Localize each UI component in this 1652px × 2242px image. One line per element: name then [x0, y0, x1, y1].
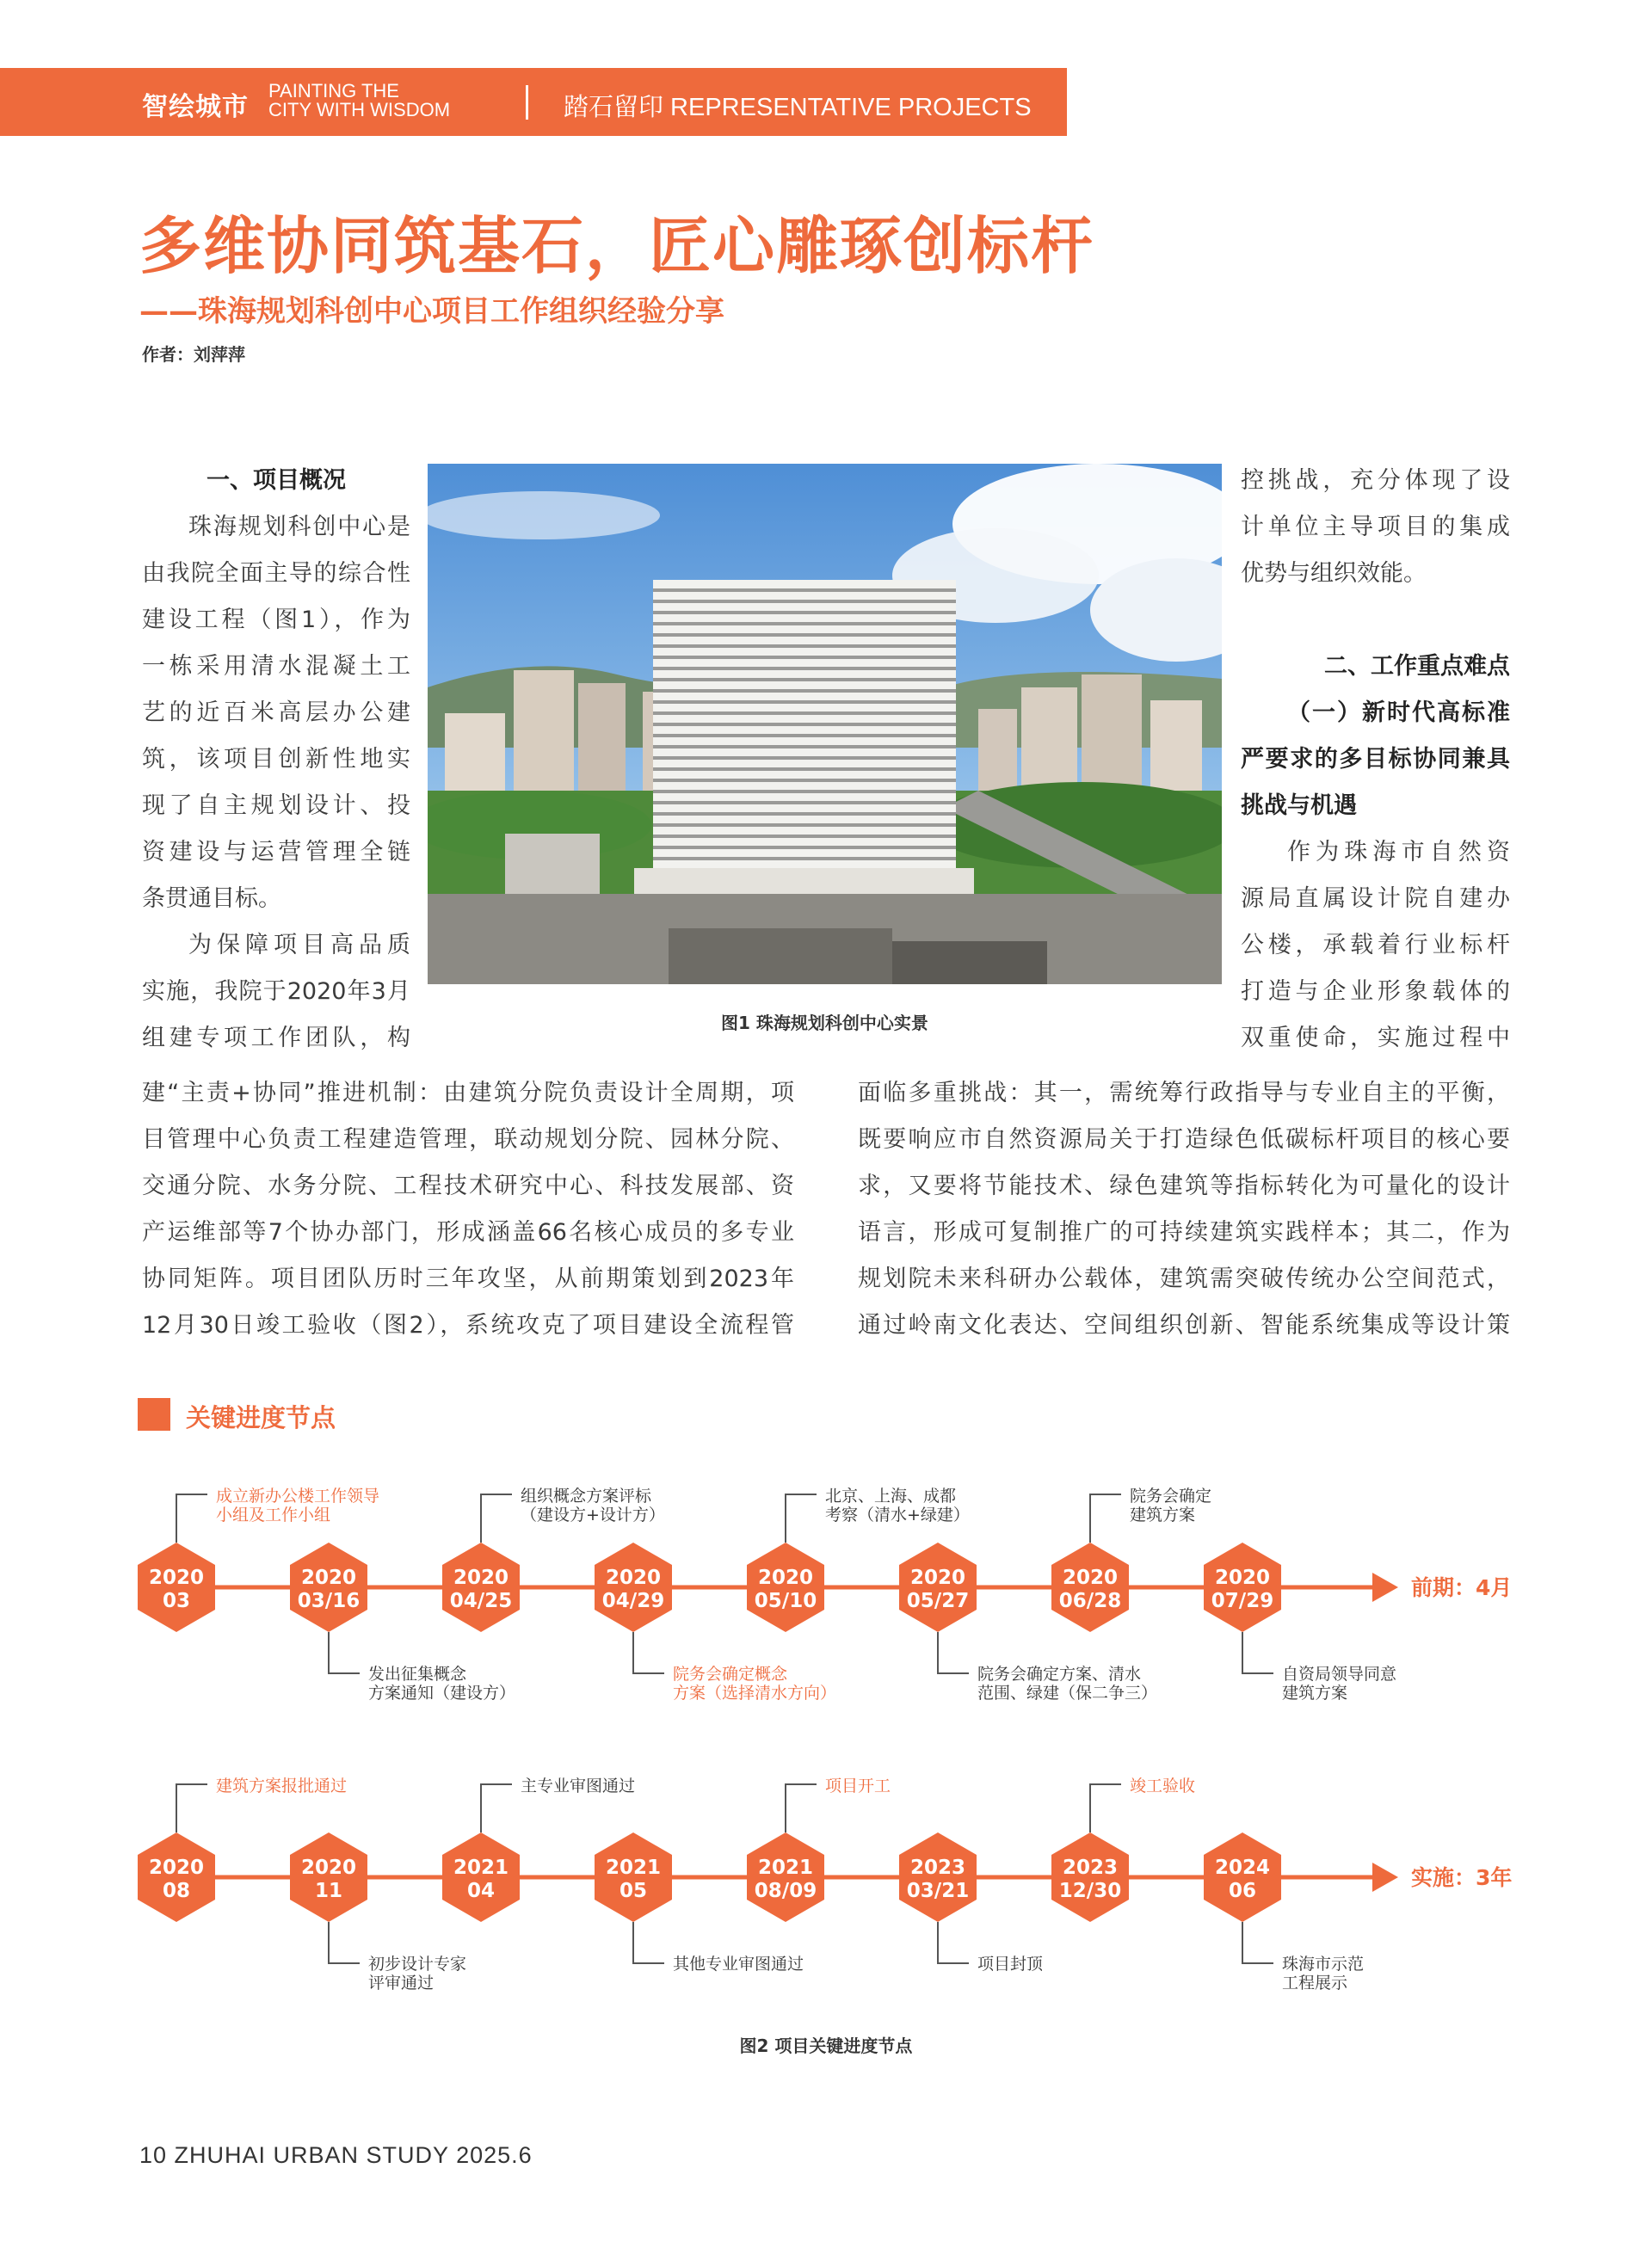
timeline-node-year: 2021: [757, 1857, 814, 1879]
timeline-node-year: 2020: [148, 1567, 205, 1589]
event-connector: [481, 1494, 512, 1543]
text-line: 为保障项目高品质: [188, 932, 410, 958]
facade-band: [653, 734, 956, 737]
text-line: 产运维部等7个协办部门，形成涵盖66名核心成员的多专业: [142, 1219, 794, 1246]
article-subtitle: ——珠海规划科创中心项目工作组织经验分享: [139, 294, 724, 329]
timeline-node-year: 2020: [453, 1567, 509, 1589]
column-right-lower: [858, 1070, 1510, 1349]
event-connector: [1242, 1922, 1273, 1963]
timeline-node-year: 2024: [1214, 1857, 1271, 1879]
event-label: 初步设计专家: [368, 1955, 467, 1974]
text-line: 既要响应市自然资源局关于打造绿色低碳标杆项目的核心要: [858, 1126, 1510, 1153]
event-label: 自资局领导同意: [1282, 1665, 1397, 1684]
subheading-line: （一）新时代高标准: [1287, 699, 1510, 726]
event-connector: [1090, 1784, 1121, 1832]
timeline-node-date: 04/29: [601, 1590, 665, 1612]
facade-band: [653, 700, 956, 704]
text-line: 一栋采用清水混凝土工: [142, 653, 410, 680]
timeline-node-date: 05: [619, 1880, 648, 1902]
event-label: 珠海市示范: [1282, 1955, 1365, 1974]
article-author: 作者：刘萍萍: [142, 344, 245, 365]
facade-band: [653, 790, 956, 793]
text-line: 建设工程（图1），作为: [142, 607, 410, 633]
facade-band: [653, 633, 956, 637]
timeline-heading-marker: [138, 1398, 170, 1431]
timeline-arrow: [1372, 1863, 1398, 1892]
section-subtitle-line2: CITY WITH WISDOM: [268, 99, 451, 120]
event-label: 建筑方案报批通过: [216, 1777, 348, 1795]
text-line: 目管理中心负责工程建造管理，联动规划分院、园林分院、: [142, 1126, 794, 1153]
timeline-node-date: 11: [314, 1880, 343, 1902]
text-line: 组建专项工作团队，构: [142, 1025, 410, 1051]
facade-band: [653, 622, 956, 625]
text-line: 由我院全面主导的综合性: [142, 560, 410, 587]
facade-band: [653, 745, 956, 748]
timeline-node-date: 08/09: [754, 1880, 817, 1902]
event-label: 竣工验收: [1130, 1777, 1196, 1795]
timeline-node-year: 2023: [1062, 1857, 1119, 1879]
event-connector: [786, 1784, 817, 1832]
text-line: 源局直属设计院自建办: [1241, 885, 1510, 912]
section-subtitle-line1: PAINTING THE: [268, 80, 399, 102]
text-line: 现了自主规划设计、投: [142, 792, 410, 819]
event-label: 考察（清水+绿建）: [825, 1506, 970, 1524]
event-label: 方案通知（建设方）: [368, 1684, 516, 1703]
figure2-caption: 图2 项目关键进度节点: [739, 2036, 913, 2056]
event-label: 小组及工作小组: [216, 1506, 331, 1524]
facade-band: [653, 711, 956, 715]
event-connector: [938, 1632, 969, 1673]
text-line: 作为珠海市自然资: [1287, 839, 1510, 865]
facade-band: [653, 678, 956, 681]
facade-band: [653, 779, 956, 782]
event-connector: [176, 1494, 207, 1543]
timeline-node-year: 2021: [453, 1857, 509, 1879]
text-line: 公楼，承载着行业标杆: [1241, 932, 1510, 958]
timeline-node-date: 06: [1228, 1880, 1257, 1902]
subheading-line: 挑战与机遇: [1241, 792, 1357, 819]
timeline-node-year: 2021: [605, 1857, 662, 1879]
article-title: 多维协同筑基石，匠心雕琢创标杆: [139, 210, 1095, 282]
subheading-line: 严要求的多目标协同兼具: [1241, 746, 1510, 773]
timeline-phase-label: 实施：3年: [1411, 1865, 1513, 1890]
event-label: 工程展示: [1282, 1974, 1348, 1993]
timeline-node-year: 2020: [909, 1567, 966, 1589]
event-label: 范围、绿建（保二争三）: [977, 1684, 1158, 1703]
event-label: 方案（选择清水方向）: [673, 1684, 837, 1703]
facade-band: [653, 756, 956, 760]
event-label: 项目开工: [825, 1777, 891, 1795]
text-line: 实施，我院于2020年3月: [142, 978, 410, 1005]
facade-band: [653, 588, 956, 592]
text-line: 12月30日竣工验收（图2），系统攻克了项目建设全流程管: [142, 1312, 794, 1339]
column-1-lower: [142, 1070, 794, 1349]
facade-band: [653, 846, 956, 849]
event-label: 项目封顶: [977, 1955, 1044, 1974]
text-line: 控挑战，充分体现了设: [1241, 467, 1510, 494]
event-label: 主专业审图通过: [521, 1777, 636, 1795]
event-connector: [1242, 1632, 1273, 1673]
facade-band: [653, 689, 956, 693]
text-line: 条贯通目标。: [142, 885, 281, 912]
text-line: 建“主责+协同”推进机制：由建筑分院负责设计全周期，项: [142, 1080, 794, 1106]
facade-band: [653, 857, 956, 860]
timeline-diagram: [0, 1445, 1652, 2013]
event-connector: [1090, 1494, 1121, 1543]
text-line: 优势与组织效能。: [1241, 560, 1427, 587]
facade-band: [653, 823, 956, 827]
event-label: 评审通过: [368, 1974, 435, 1993]
text-line: 资建设与运营管理全链: [142, 839, 410, 865]
event-connector: [786, 1494, 817, 1543]
event-label: 院务会确定概念: [673, 1665, 788, 1684]
event-label: 北京、上海、成都: [825, 1487, 957, 1506]
page-footer: 10 ZHUHAI URBAN STUDY 2025.6: [139, 2142, 533, 2168]
timeline-node-year: 2020: [300, 1567, 357, 1589]
event-label: （建设方+设计方）: [521, 1506, 665, 1524]
event-label: 建筑方案: [1282, 1684, 1348, 1703]
event-connector: [329, 1922, 360, 1963]
event-connector: [481, 1784, 512, 1832]
heading-key-difficulties: 二、工作重点难点: [1324, 653, 1510, 680]
facade-band: [653, 644, 956, 648]
facade-band: [653, 767, 956, 771]
facade-band: [653, 801, 956, 804]
timeline-node-date: 03: [162, 1590, 191, 1612]
timeline-node-date: 12/30: [1058, 1880, 1122, 1902]
text-line: 珠海规划科创中心是: [188, 514, 410, 540]
timeline-node-date: 04/25: [449, 1590, 513, 1612]
text-line: 面临多重挑战：其一，需统筹行政指导与专业自主的平衡，: [858, 1080, 1510, 1106]
timeline-node-year: 2020: [300, 1857, 357, 1879]
text-line: 计单位主导项目的集成: [1241, 514, 1510, 540]
timeline-node-date: 06/28: [1058, 1590, 1122, 1612]
text-line: 通过岭南文化表达、空间组织创新、智能系统集成等设计策: [858, 1312, 1510, 1339]
event-label: 院务会确定: [1130, 1487, 1212, 1506]
heading-project-overview: 一、项目概况: [206, 467, 346, 494]
text-line: 艺的近百米高层办公建: [142, 699, 410, 726]
section-title: 智绘城市: [142, 92, 249, 122]
timeline-node-year: 2020: [148, 1857, 205, 1879]
facade-band: [653, 667, 956, 670]
timeline-node-year: 2020: [605, 1567, 662, 1589]
timeline-node-date: 05/27: [906, 1590, 970, 1612]
event-connector: [176, 1784, 207, 1832]
timeline-node-date: 05/10: [754, 1590, 817, 1612]
event-connector: [633, 1632, 664, 1673]
event-connector: [633, 1922, 664, 1963]
event-connector: [329, 1632, 360, 1673]
facade-band: [653, 656, 956, 659]
event-label: 发出征集概念: [368, 1665, 467, 1684]
timeline-node-date: 08: [162, 1880, 191, 1902]
event-connector: [938, 1922, 969, 1963]
column-title: 踏石留印 REPRESENTATIVE PROJECTS: [564, 94, 1032, 121]
text-line: 筑，该项目创新性地实: [142, 746, 410, 773]
facade-band: [653, 723, 956, 726]
timeline-node-date: 03/21: [906, 1880, 970, 1902]
text-line: 规划院未来科研办公载体，建筑需突破传统办公空间范式，: [858, 1266, 1510, 1292]
timeline-node-date: 04: [466, 1880, 496, 1902]
event-label: 其他专业审图通过: [673, 1955, 804, 1974]
text-line: 打造与企业形象载体的: [1241, 978, 1510, 1005]
header-band: [0, 68, 1067, 136]
facade-band: [653, 835, 956, 838]
event-label: 成立新办公楼工作领导: [216, 1487, 380, 1506]
text-line: 协同矩阵。项目团队历时三年攻坚，从前期策划到2023年: [142, 1266, 794, 1292]
building-photo: [428, 464, 1222, 984]
timeline-node-date: 03/16: [297, 1590, 361, 1612]
timeline-node-date: 07/29: [1211, 1590, 1274, 1612]
timeline-node-year: 2023: [909, 1857, 966, 1879]
section-subtitle: [268, 82, 450, 120]
text-line: 双重使命，实施过程中: [1241, 1025, 1510, 1051]
timeline-node-year: 2020: [757, 1567, 814, 1589]
column-1: [142, 458, 410, 1062]
text-line: 语言，形成可复制推广的可持续建筑实践样本；其二，作为: [858, 1219, 1510, 1246]
event-label: 组织概念方案评标: [521, 1487, 652, 1506]
facade-band: [653, 611, 956, 614]
event-label: 建筑方案: [1130, 1506, 1196, 1524]
figure1-caption: 图1 珠海规划科创中心实景: [721, 1013, 928, 1033]
timeline-node-year: 2020: [1062, 1567, 1119, 1589]
timeline-arrow: [1372, 1573, 1398, 1602]
text-line: 交通分院、水务分院、工程技术研究中心、科技发展部、资: [142, 1173, 794, 1199]
column-right: [1241, 458, 1510, 1062]
header-divider: [526, 85, 528, 120]
facade-band: [653, 600, 956, 603]
timeline-heading: 关键进度节点: [186, 1403, 336, 1432]
event-label: 院务会确定方案、清水: [977, 1665, 1142, 1684]
timeline-phase-label: 前期：4月: [1411, 1575, 1513, 1600]
text-line: 求，又要将节能技术、绿色建筑等指标转化为可量化的设计: [858, 1173, 1510, 1199]
facade-band: [653, 812, 956, 816]
timeline-node-year: 2020: [1214, 1567, 1271, 1589]
